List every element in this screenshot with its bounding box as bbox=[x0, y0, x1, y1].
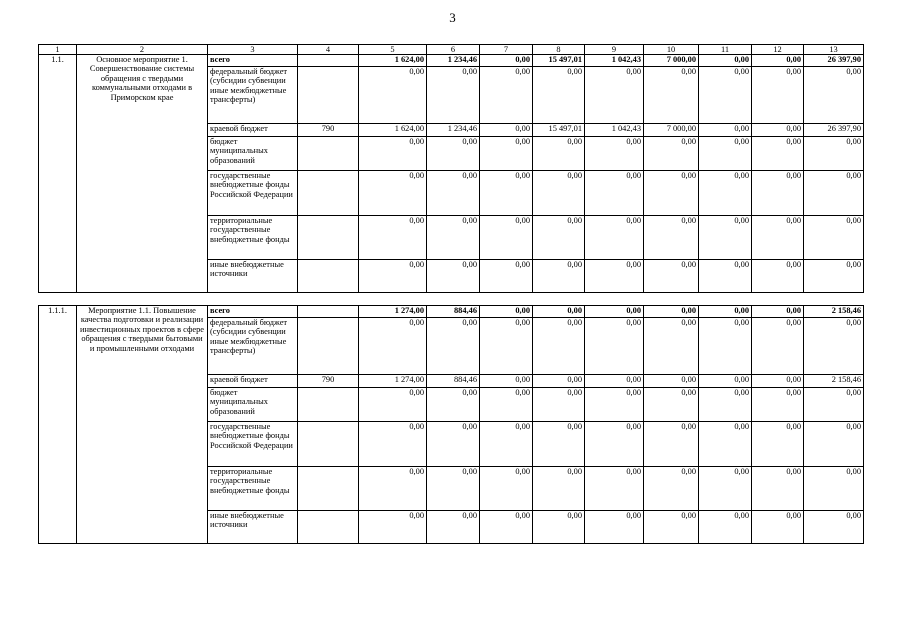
amount-cell: 26 397,90 bbox=[804, 124, 864, 137]
amount-cell: 0,00 bbox=[752, 67, 804, 124]
funding-source: всего bbox=[208, 55, 298, 67]
funding-source: федеральный бюджет (субсидии субвенции иные межбюджетные трансферты) bbox=[208, 318, 298, 375]
amount-cell: 0,00 bbox=[480, 375, 533, 388]
funding-source: государственные внебюджетные фонды Российской Федерации bbox=[208, 422, 298, 467]
budget-code bbox=[298, 171, 359, 216]
item-name: Основное мероприятие 1. Совершенствование системы обращения с твердыми коммунальными отходами в Приморском крае bbox=[77, 55, 208, 293]
amount-cell: 26 397,90 bbox=[804, 55, 864, 67]
amount-cell: 1 624,00 bbox=[359, 55, 427, 67]
amount-cell: 0,00 bbox=[585, 375, 644, 388]
amount-cell: 0,00 bbox=[480, 306, 533, 318]
item-number: 1.1.1. bbox=[39, 306, 77, 544]
spacer-cell bbox=[39, 293, 864, 306]
header-row bbox=[39, 45, 864, 55]
budget-table-body bbox=[39, 55, 864, 544]
amount-cell: 0,00 bbox=[533, 511, 585, 544]
amount-cell: 7 000,00 bbox=[644, 55, 699, 67]
amount-cell: 0,00 bbox=[480, 422, 533, 467]
amount-cell: 0,00 bbox=[533, 137, 585, 171]
amount-cell: 884,46 bbox=[427, 306, 480, 318]
funding-source: краевой бюджет bbox=[208, 124, 298, 137]
column-header: 9 bbox=[585, 45, 644, 55]
amount-cell: 0,00 bbox=[359, 422, 427, 467]
amount-cell: 0,00 bbox=[752, 318, 804, 375]
amount-cell: 0,00 bbox=[752, 171, 804, 216]
budget-code bbox=[298, 467, 359, 511]
amount-cell: 0,00 bbox=[359, 467, 427, 511]
item-number: 1.1. bbox=[39, 55, 77, 293]
amount-cell: 0,00 bbox=[480, 216, 533, 260]
amount-cell: 1 234,46 bbox=[427, 124, 480, 137]
amount-cell: 0,00 bbox=[804, 467, 864, 511]
amount-cell: 0,00 bbox=[804, 216, 864, 260]
amount-cell: 0,00 bbox=[533, 260, 585, 293]
amount-cell: 1 234,46 bbox=[427, 55, 480, 67]
amount-cell: 0,00 bbox=[533, 171, 585, 216]
amount-cell: 0,00 bbox=[359, 216, 427, 260]
amount-cell: 1 274,00 bbox=[359, 375, 427, 388]
amount-cell: 0,00 bbox=[533, 467, 585, 511]
amount-cell: 0,00 bbox=[533, 306, 585, 318]
amount-cell: 0,00 bbox=[427, 67, 480, 124]
amount-cell: 1 274,00 bbox=[359, 306, 427, 318]
amount-cell: 0,00 bbox=[359, 388, 427, 422]
funding-source: иные внебюджетные источники bbox=[208, 260, 298, 293]
amount-cell: 0,00 bbox=[644, 306, 699, 318]
amount-cell: 0,00 bbox=[427, 318, 480, 375]
amount-cell: 0,00 bbox=[752, 467, 804, 511]
amount-cell: 0,00 bbox=[585, 388, 644, 422]
amount-cell: 1 042,43 bbox=[585, 55, 644, 67]
amount-cell: 0,00 bbox=[699, 422, 752, 467]
budget-code bbox=[298, 216, 359, 260]
amount-cell: 0,00 bbox=[585, 467, 644, 511]
budget-code: 790 bbox=[298, 375, 359, 388]
page-number: 3 bbox=[449, 10, 456, 25]
budget-code bbox=[298, 318, 359, 375]
amount-cell: 0,00 bbox=[585, 171, 644, 216]
budget-table bbox=[38, 44, 864, 544]
amount-cell: 0,00 bbox=[585, 318, 644, 375]
amount-cell: 0,00 bbox=[480, 171, 533, 216]
amount-cell: 0,00 bbox=[427, 467, 480, 511]
column-header: 7 bbox=[480, 45, 533, 55]
amount-cell: 0,00 bbox=[585, 260, 644, 293]
budget-code bbox=[298, 511, 359, 544]
amount-cell: 0,00 bbox=[644, 467, 699, 511]
column-header: 8 bbox=[533, 45, 585, 55]
amount-cell: 0,00 bbox=[480, 318, 533, 375]
amount-cell: 0,00 bbox=[644, 511, 699, 544]
budget-code bbox=[298, 260, 359, 293]
amount-cell: 0,00 bbox=[699, 375, 752, 388]
amount-cell: 0,00 bbox=[533, 388, 585, 422]
column-header: 6 bbox=[427, 45, 480, 55]
amount-cell: 0,00 bbox=[699, 216, 752, 260]
amount-cell: 0,00 bbox=[480, 388, 533, 422]
amount-cell: 0,00 bbox=[804, 260, 864, 293]
column-header: 13 bbox=[804, 45, 864, 55]
amount-cell: 0,00 bbox=[533, 375, 585, 388]
funding-source: бюджет муниципальных образований bbox=[208, 137, 298, 171]
amount-cell: 2 158,46 bbox=[804, 306, 864, 318]
amount-cell: 0,00 bbox=[699, 467, 752, 511]
amount-cell: 0,00 bbox=[427, 422, 480, 467]
amount-cell: 884,46 bbox=[427, 375, 480, 388]
amount-cell: 0,00 bbox=[359, 260, 427, 293]
amount-cell: 0,00 bbox=[480, 67, 533, 124]
funding-source: территориальные государственные внебюджетные фонды bbox=[208, 467, 298, 511]
amount-cell: 0,00 bbox=[585, 306, 644, 318]
item-name: Мероприятие 1.1. Повышение качества подготовки и реализации инвестиционных проектов в сфере обращения с твердыми бытовыми и промышленными отходами bbox=[77, 306, 208, 544]
table-row bbox=[39, 306, 864, 318]
budget-code bbox=[298, 55, 359, 67]
amount-cell: 0,00 bbox=[359, 511, 427, 544]
amount-cell: 0,00 bbox=[752, 375, 804, 388]
amount-cell: 0,00 bbox=[804, 137, 864, 171]
amount-cell: 0,00 bbox=[480, 55, 533, 67]
budget-code bbox=[298, 306, 359, 318]
amount-cell: 15 497,01 bbox=[533, 124, 585, 137]
amount-cell: 0,00 bbox=[427, 511, 480, 544]
amount-cell: 0,00 bbox=[427, 216, 480, 260]
block-spacer bbox=[39, 293, 864, 306]
budget-code bbox=[298, 422, 359, 467]
amount-cell: 0,00 bbox=[644, 260, 699, 293]
amount-cell: 0,00 bbox=[699, 318, 752, 375]
amount-cell: 0,00 bbox=[804, 171, 864, 216]
budget-code: 790 bbox=[298, 124, 359, 137]
amount-cell: 0,00 bbox=[644, 422, 699, 467]
amount-cell: 0,00 bbox=[752, 422, 804, 467]
amount-cell: 0,00 bbox=[533, 318, 585, 375]
column-header: 1 bbox=[39, 45, 77, 55]
amount-cell: 1 624,00 bbox=[359, 124, 427, 137]
budget-code bbox=[298, 137, 359, 171]
amount-cell: 0,00 bbox=[699, 388, 752, 422]
amount-cell: 0,00 bbox=[804, 422, 864, 467]
amount-cell: 0,00 bbox=[752, 124, 804, 137]
amount-cell: 0,00 bbox=[533, 67, 585, 124]
amount-cell: 0,00 bbox=[533, 216, 585, 260]
amount-cell: 0,00 bbox=[804, 511, 864, 544]
amount-cell: 0,00 bbox=[699, 511, 752, 544]
amount-cell: 0,00 bbox=[699, 137, 752, 171]
amount-cell: 0,00 bbox=[644, 67, 699, 124]
amount-cell: 0,00 bbox=[359, 67, 427, 124]
amount-cell: 0,00 bbox=[359, 318, 427, 375]
amount-cell: 0,00 bbox=[644, 137, 699, 171]
amount-cell: 0,00 bbox=[480, 511, 533, 544]
amount-cell: 0,00 bbox=[480, 260, 533, 293]
funding-source: государственные внебюджетные фонды Российской Федерации bbox=[208, 171, 298, 216]
amount-cell: 0,00 bbox=[752, 55, 804, 67]
amount-cell: 0,00 bbox=[585, 216, 644, 260]
amount-cell: 0,00 bbox=[644, 171, 699, 216]
amount-cell: 0,00 bbox=[752, 137, 804, 171]
amount-cell: 0,00 bbox=[699, 306, 752, 318]
budget-code bbox=[298, 388, 359, 422]
amount-cell: 0,00 bbox=[804, 388, 864, 422]
column-header: 5 bbox=[359, 45, 427, 55]
funding-source: федеральный бюджет (субсидии субвенции иные межбюджетные трансферты) bbox=[208, 67, 298, 124]
funding-source: краевой бюджет bbox=[208, 375, 298, 388]
amount-cell: 0,00 bbox=[427, 171, 480, 216]
funding-source: бюджет муниципальных образований bbox=[208, 388, 298, 422]
amount-cell: 0,00 bbox=[752, 306, 804, 318]
amount-cell: 0,00 bbox=[359, 171, 427, 216]
column-header: 12 bbox=[752, 45, 804, 55]
column-header: 10 bbox=[644, 45, 699, 55]
amount-cell: 0,00 bbox=[752, 511, 804, 544]
amount-cell: 0,00 bbox=[585, 511, 644, 544]
column-header: 4 bbox=[298, 45, 359, 55]
budget-code bbox=[298, 67, 359, 124]
amount-cell: 0,00 bbox=[480, 137, 533, 171]
column-header: 11 bbox=[699, 45, 752, 55]
amount-cell: 0,00 bbox=[699, 260, 752, 293]
amount-cell: 0,00 bbox=[699, 171, 752, 216]
amount-cell: 0,00 bbox=[533, 422, 585, 467]
amount-cell: 0,00 bbox=[752, 260, 804, 293]
amount-cell: 0,00 bbox=[644, 388, 699, 422]
amount-cell: 0,00 bbox=[752, 216, 804, 260]
amount-cell: 0,00 bbox=[644, 216, 699, 260]
amount-cell: 0,00 bbox=[644, 375, 699, 388]
amount-cell: 0,00 bbox=[359, 137, 427, 171]
amount-cell: 0,00 bbox=[699, 124, 752, 137]
funding-source: иные внебюджетные источники bbox=[208, 511, 298, 544]
funding-source: всего bbox=[208, 306, 298, 318]
amount-cell: 7 000,00 bbox=[644, 124, 699, 137]
amount-cell: 0,00 bbox=[752, 388, 804, 422]
amount-cell: 0,00 bbox=[804, 67, 864, 124]
amount-cell: 0,00 bbox=[427, 137, 480, 171]
table-row bbox=[39, 55, 864, 67]
amount-cell: 15 497,01 bbox=[533, 55, 585, 67]
amount-cell: 0,00 bbox=[644, 318, 699, 375]
amount-cell: 0,00 bbox=[480, 124, 533, 137]
amount-cell: 0,00 bbox=[699, 55, 752, 67]
amount-cell: 0,00 bbox=[804, 318, 864, 375]
amount-cell: 0,00 bbox=[427, 388, 480, 422]
column-header: 3 bbox=[208, 45, 298, 55]
amount-cell: 0,00 bbox=[699, 67, 752, 124]
amount-cell: 0,00 bbox=[585, 422, 644, 467]
amount-cell: 0,00 bbox=[585, 67, 644, 124]
amount-cell: 2 158,46 bbox=[804, 375, 864, 388]
funding-source: территориальные государственные внебюджетные фонды bbox=[208, 216, 298, 260]
amount-cell: 0,00 bbox=[585, 137, 644, 171]
column-header: 2 bbox=[77, 45, 208, 55]
amount-cell: 1 042,43 bbox=[585, 124, 644, 137]
amount-cell: 0,00 bbox=[480, 467, 533, 511]
amount-cell: 0,00 bbox=[427, 260, 480, 293]
